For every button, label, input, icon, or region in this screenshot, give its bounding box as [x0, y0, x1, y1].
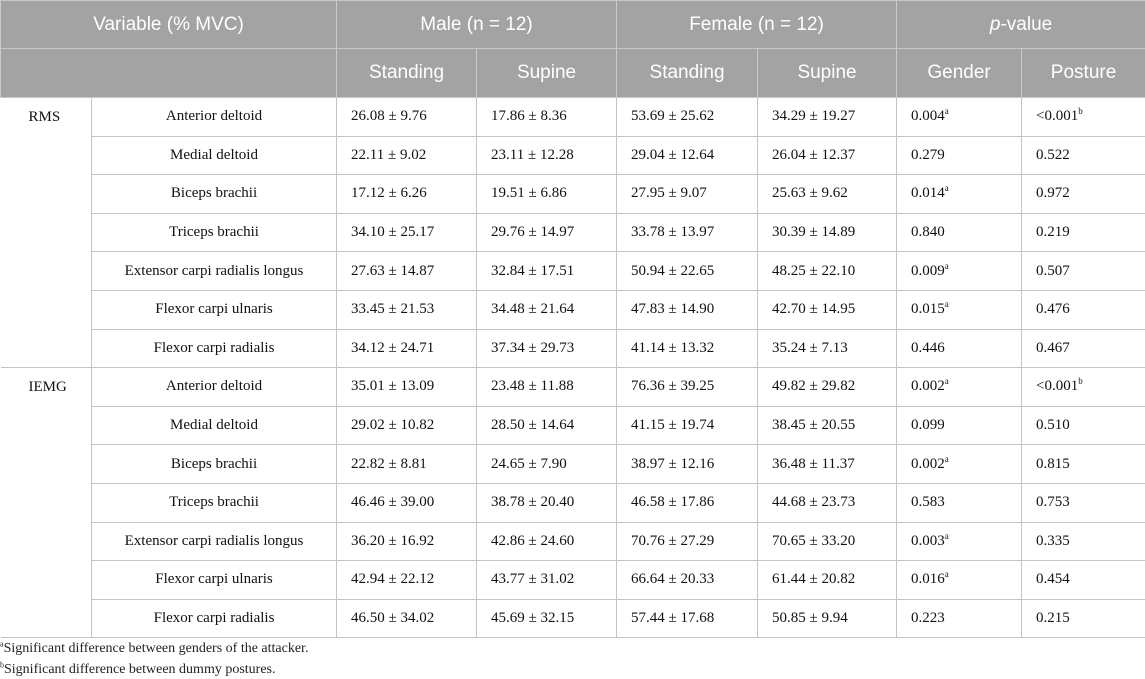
table-row	[1, 561, 1145, 600]
gender-p-cell	[897, 522, 1022, 561]
female-header: Female (n = 12)	[617, 1, 897, 49]
gender-p-cell	[897, 98, 1022, 137]
male-supine-cell: 28.50 ± 14.64	[477, 406, 617, 445]
posture-p-value: 0.507	[1036, 262, 1070, 279]
muscle-cell: Extensor carpi radialis longus	[92, 522, 337, 561]
muscle-cell: Biceps brachii	[92, 445, 337, 484]
table-row	[1, 136, 1145, 175]
female-supine-cell: 38.45 ± 20.55	[758, 406, 897, 445]
posture-significance-mark: b	[1078, 106, 1083, 117]
female-supine-cell: 34.29 ± 19.27	[758, 98, 897, 137]
posture-p-value: <0.001	[1036, 378, 1079, 395]
muscle-cell: Triceps brachii	[92, 213, 337, 252]
male-standing-cell: 36.20 ± 16.92	[337, 522, 477, 561]
posture-p-value: 0.454	[1036, 571, 1070, 588]
posture-p-cell	[1022, 599, 1145, 638]
footnote-b	[0, 662, 276, 678]
gender-p-cell	[897, 175, 1022, 214]
male-standing-cell: 33.45 ± 21.53	[337, 290, 477, 329]
male-supine-cell: 24.65 ± 7.90	[477, 445, 617, 484]
posture-p-cell	[1022, 368, 1145, 407]
male-supine-cell: 23.11 ± 12.28	[477, 136, 617, 175]
female-supine-cell: 44.68 ± 23.73	[758, 483, 897, 522]
female-supine-cell: 35.24 ± 7.13	[758, 329, 897, 368]
male-standing-cell: 26.08 ± 9.76	[337, 98, 477, 137]
posture-p-cell	[1022, 329, 1145, 368]
group-label: RMS	[1, 98, 92, 368]
muscle-cell: Biceps brachii	[92, 175, 337, 214]
male-supine-cell: 43.77 ± 31.02	[477, 561, 617, 600]
posture-p-value: 0.753	[1036, 494, 1070, 511]
male-standing-cell: 34.12 ± 24.71	[337, 329, 477, 368]
gender-significance-mark: a	[944, 376, 949, 387]
male-standing-cell: 35.01 ± 13.09	[337, 368, 477, 407]
p-value-header	[897, 1, 1145, 49]
female-standing-header: Standing	[617, 49, 758, 98]
female-supine-header: Supine	[758, 49, 897, 98]
posture-p-cell	[1022, 522, 1145, 561]
female-standing-cell: 70.76 ± 27.29	[617, 522, 758, 561]
gender-p-value: 0.003	[911, 532, 945, 549]
gender-p-value: 0.015	[911, 301, 945, 318]
posture-p-cell	[1022, 136, 1145, 175]
gender-p-cell	[897, 445, 1022, 484]
posture-p-value: 0.219	[1036, 224, 1070, 241]
muscle-cell: Medial deltoid	[92, 136, 337, 175]
posture-significance-mark: b	[1078, 376, 1083, 387]
footnote-text: Significant difference between dummy postures.	[4, 662, 276, 677]
table-row	[1, 522, 1145, 561]
gender-significance-mark: a	[944, 569, 949, 580]
table-row	[1, 175, 1145, 214]
posture-p-cell	[1022, 561, 1145, 600]
gender-p-value: 0.099	[911, 417, 945, 434]
male-supine-cell: 37.34 ± 29.73	[477, 329, 617, 368]
male-standing-cell: 17.12 ± 6.26	[337, 175, 477, 214]
female-standing-cell: 57.44 ± 17.68	[617, 599, 758, 638]
gender-p-cell	[897, 329, 1022, 368]
gender-significance-mark: a	[944, 453, 949, 464]
gender-p-cell	[897, 406, 1022, 445]
gender-p-cell	[897, 136, 1022, 175]
posture-header: Posture	[1022, 49, 1145, 98]
table-row	[1, 483, 1145, 522]
female-standing-cell: 27.95 ± 9.07	[617, 175, 758, 214]
female-standing-cell: 38.97 ± 12.16	[617, 445, 758, 484]
table-row	[1, 406, 1145, 445]
male-supine-cell: 45.69 ± 32.15	[477, 599, 617, 638]
gender-p-value: 0.016	[911, 571, 945, 588]
footnote-text: Significant difference between genders of the attacker.	[3, 641, 309, 656]
variable-header-sub	[1, 49, 337, 98]
table-row	[1, 368, 1145, 407]
male-standing-cell: 46.46 ± 39.00	[337, 483, 477, 522]
gender-p-cell	[897, 599, 1022, 638]
muscle-cell: Medial deltoid	[92, 406, 337, 445]
posture-p-value: 0.215	[1036, 610, 1070, 627]
gender-header: Gender	[897, 49, 1022, 98]
gender-significance-mark: a	[944, 260, 949, 271]
male-supine-header: Supine	[477, 49, 617, 98]
muscle-cell: Flexor carpi ulnaris	[92, 561, 337, 600]
male-supine-cell: 29.76 ± 14.97	[477, 213, 617, 252]
gender-p-value: 0.004	[911, 108, 945, 125]
posture-p-cell	[1022, 213, 1145, 252]
p-italic: p	[989, 13, 1001, 35]
gender-significance-mark: a	[944, 106, 949, 117]
male-standing-cell: 42.94 ± 22.12	[337, 561, 477, 600]
male-supine-cell: 19.51 ± 6.86	[477, 175, 617, 214]
male-supine-cell: 42.86 ± 24.60	[477, 522, 617, 561]
male-standing-cell: 34.10 ± 25.17	[337, 213, 477, 252]
female-supine-cell: 42.70 ± 14.95	[758, 290, 897, 329]
gender-p-value: 0.002	[911, 455, 945, 472]
female-supine-cell: 26.04 ± 12.37	[758, 136, 897, 175]
muscle-cell: Triceps brachii	[92, 483, 337, 522]
male-header: Male (n = 12)	[337, 1, 617, 49]
gender-p-cell	[897, 252, 1022, 291]
variable-header: Variable (% MVC)	[1, 1, 337, 49]
gender-p-value: 0.002	[911, 378, 945, 395]
posture-p-cell	[1022, 98, 1145, 137]
male-supine-cell: 34.48 ± 21.64	[477, 290, 617, 329]
male-standing-cell: 22.82 ± 8.81	[337, 445, 477, 484]
gender-significance-mark: a	[944, 299, 949, 310]
female-supine-cell: 49.82 ± 29.82	[758, 368, 897, 407]
muscle-cell: Flexor carpi radialis	[92, 329, 337, 368]
female-supine-cell: 25.63 ± 9.62	[758, 175, 897, 214]
gender-p-value: 0.840	[911, 224, 945, 241]
gender-p-value: 0.223	[911, 610, 945, 627]
female-supine-cell: 36.48 ± 11.37	[758, 445, 897, 484]
female-standing-cell: 41.15 ± 19.74	[617, 406, 758, 445]
table-row	[1, 599, 1145, 638]
gender-p-cell	[897, 290, 1022, 329]
posture-p-value: <0.001	[1036, 108, 1079, 125]
posture-p-cell	[1022, 175, 1145, 214]
gender-p-value: 0.446	[911, 339, 945, 356]
posture-p-cell	[1022, 406, 1145, 445]
female-standing-cell: 29.04 ± 12.64	[617, 136, 758, 175]
muscle-cell: Extensor carpi radialis longus	[92, 252, 337, 291]
gender-p-value: 0.279	[911, 146, 945, 163]
posture-p-cell	[1022, 445, 1145, 484]
male-supine-cell: 38.78 ± 20.40	[477, 483, 617, 522]
posture-p-value: 0.522	[1036, 146, 1070, 163]
male-supine-cell: 23.48 ± 11.88	[477, 368, 617, 407]
male-standing-cell: 29.02 ± 10.82	[337, 406, 477, 445]
gender-p-value: 0.583	[911, 494, 945, 511]
gender-p-cell	[897, 368, 1022, 407]
group-label: IEMG	[1, 368, 92, 638]
female-standing-cell: 66.64 ± 20.33	[617, 561, 758, 600]
female-standing-cell: 76.36 ± 39.25	[617, 368, 758, 407]
table-row	[1, 329, 1145, 368]
footnote-a	[0, 641, 308, 657]
posture-p-value: 0.335	[1036, 532, 1070, 549]
male-supine-cell: 32.84 ± 17.51	[477, 252, 617, 291]
male-standing-header: Standing	[337, 49, 477, 98]
header-row-sub	[1, 49, 1145, 98]
muscle-cell: Anterior deltoid	[92, 98, 337, 137]
muscle-cell: Anterior deltoid	[92, 368, 337, 407]
female-supine-cell: 70.65 ± 33.20	[758, 522, 897, 561]
gender-significance-mark: a	[944, 530, 949, 541]
female-supine-cell: 48.25 ± 22.10	[758, 252, 897, 291]
posture-p-value: 0.476	[1036, 301, 1070, 318]
table-row	[1, 290, 1145, 329]
female-standing-cell: 33.78 ± 13.97	[617, 213, 758, 252]
gender-p-cell	[897, 483, 1022, 522]
female-standing-cell: 47.83 ± 14.90	[617, 290, 758, 329]
male-standing-cell: 46.50 ± 34.02	[337, 599, 477, 638]
male-standing-cell: 22.11 ± 9.02	[337, 136, 477, 175]
gender-p-value: 0.014	[911, 185, 945, 202]
table-body	[1, 98, 1145, 638]
posture-p-cell	[1022, 483, 1145, 522]
female-standing-cell: 46.58 ± 17.86	[617, 483, 758, 522]
male-standing-cell: 27.63 ± 14.87	[337, 252, 477, 291]
gender-p-cell	[897, 561, 1022, 600]
female-supine-cell: 30.39 ± 14.89	[758, 213, 897, 252]
muscle-cell: Flexor carpi radialis	[92, 599, 337, 638]
female-standing-cell: 53.69 ± 25.62	[617, 98, 758, 137]
posture-p-value: 0.815	[1036, 455, 1070, 472]
gender-p-value: 0.009	[911, 262, 945, 279]
female-standing-cell: 50.94 ± 22.65	[617, 252, 758, 291]
posture-p-cell	[1022, 252, 1145, 291]
muscle-cell: Flexor carpi ulnaris	[92, 290, 337, 329]
posture-p-value: 0.467	[1036, 339, 1070, 356]
p-value-suffix: -value	[1000, 13, 1053, 35]
footnote-mark: b	[0, 660, 4, 670]
gender-p-cell	[897, 213, 1022, 252]
female-standing-cell: 41.14 ± 13.32	[617, 329, 758, 368]
female-supine-cell: 50.85 ± 9.94	[758, 599, 897, 638]
footnote-mark: a	[0, 639, 4, 649]
posture-p-cell	[1022, 290, 1145, 329]
male-supine-cell: 17.86 ± 8.36	[477, 98, 617, 137]
table-row	[1, 445, 1145, 484]
table-row	[1, 98, 1145, 137]
gender-significance-mark: a	[944, 183, 949, 194]
female-supine-cell: 61.44 ± 20.82	[758, 561, 897, 600]
table-row	[1, 252, 1145, 291]
posture-p-value: 0.510	[1036, 417, 1070, 434]
header-row-top	[1, 1, 1145, 49]
posture-p-value: 0.972	[1036, 185, 1070, 202]
table-row	[1, 213, 1145, 252]
